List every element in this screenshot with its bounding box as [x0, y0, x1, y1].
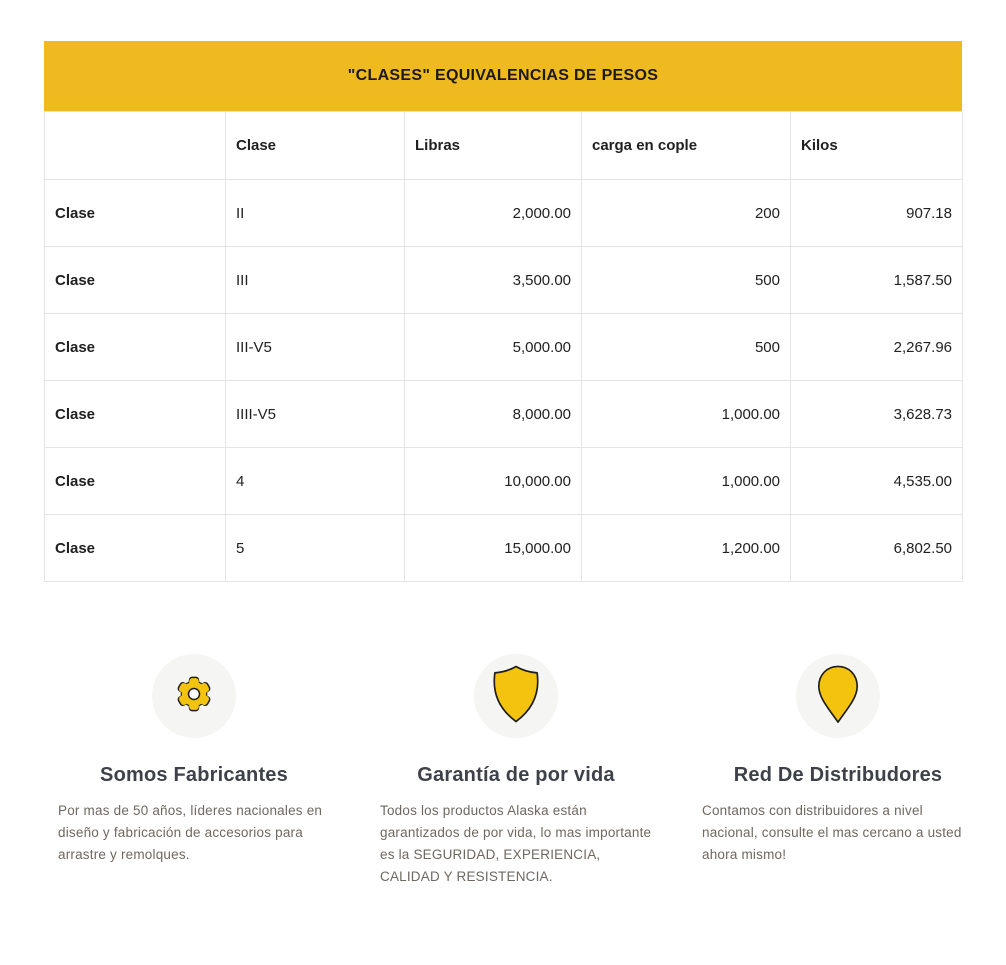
libras-cell: 10,000.00: [405, 448, 582, 515]
carga-cell: 500: [582, 247, 791, 314]
carga-cell: 200: [582, 180, 791, 247]
carga-cell: 1,000.00: [582, 381, 791, 448]
row-label: Clase: [45, 180, 226, 247]
table-title-banner: [44, 41, 962, 111]
feature-distribuidores: [702, 654, 974, 888]
row-label: Clase: [45, 247, 226, 314]
kilos-cell: 6,802.50: [791, 515, 963, 582]
shield-icon: [484, 662, 548, 731]
table-row: [45, 448, 963, 515]
row-label: Clase: [45, 381, 226, 448]
table-row: [45, 515, 963, 582]
clase-cell: 5: [226, 515, 405, 582]
header-carga-en-cople: carga en cople: [582, 112, 791, 180]
feature-text: Contamos con distribuidores a nivel nacional, consulte el mas cercano a usted ahora mismo!: [702, 803, 962, 862]
map-pin-icon: [806, 662, 870, 731]
header-empty: [45, 112, 226, 180]
row-label: Clase: [45, 448, 226, 515]
table-row: [45, 247, 963, 314]
feature-section: [58, 654, 974, 888]
row-label: Clase: [45, 515, 226, 582]
icon-circle: [474, 654, 558, 738]
icon-circle: [152, 654, 236, 738]
clase-cell: 4: [226, 448, 405, 515]
feature-text: Por mas de 50 años, líderes nacionales en diseño y fabricación de accesorios para arrastre y remolques.: [58, 803, 323, 862]
kilos-cell: 2,267.96: [791, 314, 963, 381]
feature-garantia: [380, 654, 652, 888]
gear-icon: [165, 665, 223, 728]
libras-cell: 5,000.00: [405, 314, 582, 381]
carga-cell: 1,200.00: [582, 515, 791, 582]
icon-circle: [796, 654, 880, 738]
clase-cell: III: [226, 247, 405, 314]
weight-equivalence-table: [44, 111, 963, 582]
carga-cell: 1,000.00: [582, 448, 791, 515]
feature-title: Garantía de por vida: [417, 764, 615, 786]
table-header-row: [45, 112, 963, 180]
header-clase: Clase: [226, 112, 405, 180]
feature-title: Red De Distribudores: [733, 764, 943, 786]
libras-cell: 15,000.00: [405, 515, 582, 582]
row-label: Clase: [45, 314, 226, 381]
header-kilos: Kilos: [791, 112, 963, 180]
clase-cell: III-V5: [226, 314, 405, 381]
clase-cell: IIII-V5: [226, 381, 405, 448]
kilos-cell: 3,628.73: [791, 381, 963, 448]
table-row: [45, 381, 963, 448]
feature-title: Somos Fabricantes: [100, 764, 288, 786]
kilos-cell: 4,535.00: [791, 448, 963, 515]
carga-cell: 500: [582, 314, 791, 381]
clase-cell: II: [226, 180, 405, 247]
table-row: [45, 180, 963, 247]
libras-cell: 2,000.00: [405, 180, 582, 247]
table-title: "CLASES" EQUIVALENCIAS DE PESOS: [347, 67, 659, 84]
feature-text: Todos los productos Alaska están garantizados de por vida, lo mas importante es la SEGURIDAD, EXPERIENCIA, CALIDAD Y RESISTENCIA.: [380, 803, 652, 884]
kilos-cell: 1,587.50: [791, 247, 963, 314]
feature-fabricantes: [58, 654, 330, 888]
libras-cell: 3,500.00: [405, 247, 582, 314]
table-row: [45, 314, 963, 381]
header-libras: Libras: [405, 112, 582, 180]
libras-cell: 8,000.00: [405, 381, 582, 448]
kilos-cell: 907.18: [791, 180, 963, 247]
